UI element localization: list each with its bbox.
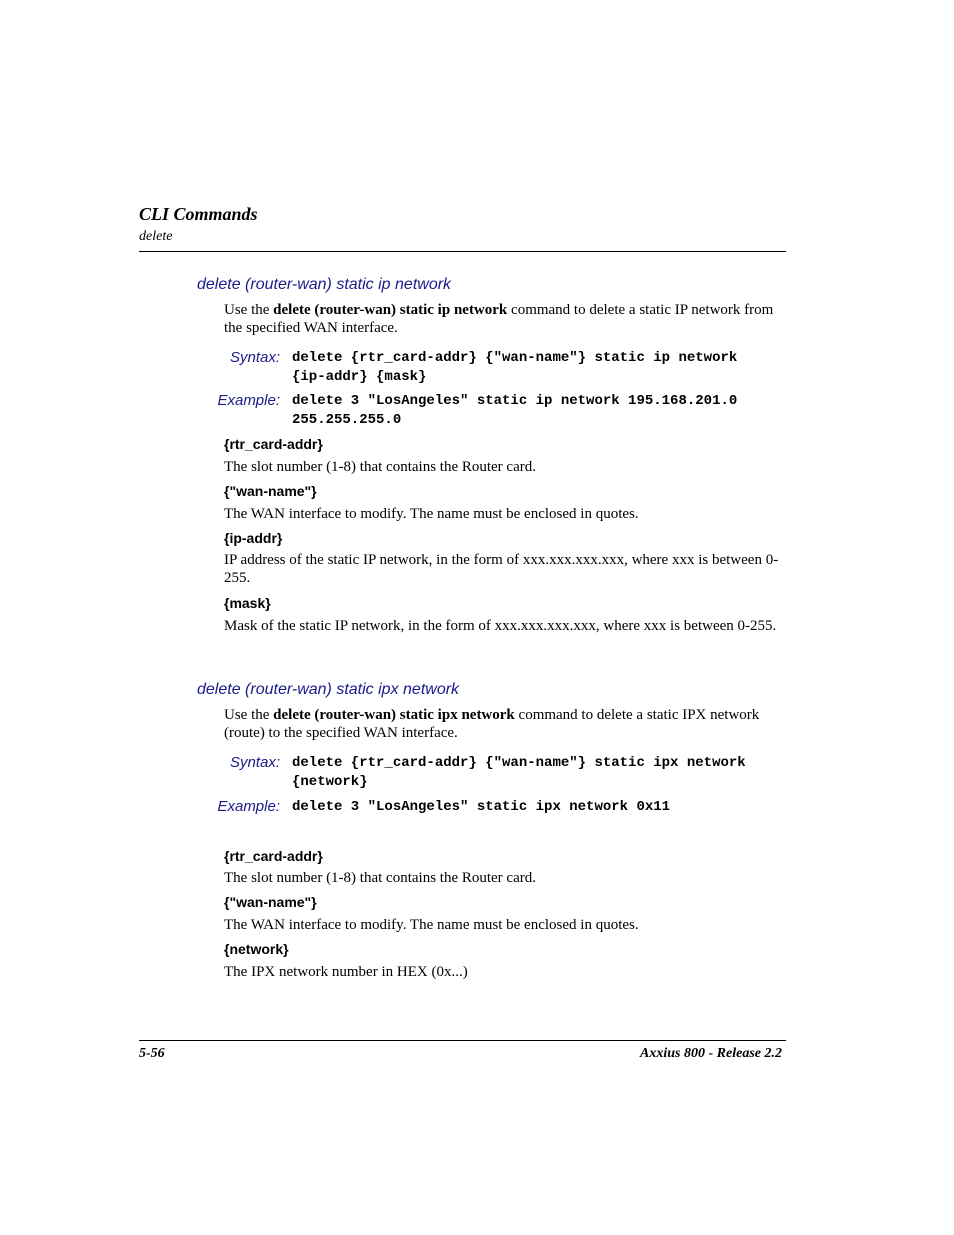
section-title-ip: delete (router-wan) static ip network bbox=[197, 276, 452, 293]
syntax-line: delete {rtr_card-addr} {"wan-name"} static ipx network bbox=[292, 755, 746, 771]
param-desc: The slot number (1-8) that contains the Router card. bbox=[224, 870, 536, 886]
example-line: delete 3 "LosAngeles" static ip network 195.168.201.0 bbox=[292, 393, 738, 409]
syntax-line: delete {rtr_card-addr} {"wan-name"} static ip network bbox=[292, 350, 738, 366]
section-title-ipx: delete (router-wan) static ipx network bbox=[197, 681, 460, 698]
param-desc: The slot number (1-8) that contains the Router card. bbox=[224, 459, 536, 475]
chapter-title: CLI Commands bbox=[139, 204, 258, 224]
section-intro-ipx: Use the delete (router-wan) static ipx network command to delete a static IPX network (route) to the specified WAN interface. bbox=[224, 707, 760, 741]
example-label: Example: bbox=[217, 392, 280, 409]
param-desc: The IPX network number in HEX (0x...) bbox=[224, 964, 468, 980]
syntax-label: Syntax: bbox=[229, 349, 280, 366]
footer-rule bbox=[139, 1040, 786, 1041]
section-intro-ip: Use the delete (router-wan) static ip network command to delete a static IP network from the specified WAN interface. bbox=[224, 302, 774, 336]
example-line: 255.255.255.0 bbox=[292, 412, 402, 428]
param-desc: The WAN interface to modify. The name must be enclosed in quotes. bbox=[224, 506, 639, 522]
param-desc: Mask of the static IP network, in the form of xxx.xxx.xxx.xxx, where xxx is between 0-255. bbox=[224, 618, 777, 634]
param-term: {mask} bbox=[224, 595, 271, 611]
param-term: {ip-addr} bbox=[224, 530, 283, 546]
param-term: {"wan-name"} bbox=[224, 483, 317, 499]
param-term: {network} bbox=[224, 941, 289, 957]
chapter-subtitle: delete bbox=[139, 229, 173, 244]
syntax-line: {ip-addr} {mask} bbox=[292, 369, 427, 385]
param-term: {rtr_card-addr} bbox=[224, 436, 323, 452]
header-rule bbox=[139, 251, 786, 252]
syntax-label: Syntax: bbox=[229, 754, 280, 771]
param-term: {rtr_card-addr} bbox=[224, 848, 323, 864]
param-desc: IP address of the static IP network, in the form of xxx.xxx.xxx.xxx, where xxx is between 0-255. bbox=[224, 552, 779, 586]
example-label: Example: bbox=[217, 798, 280, 815]
syntax-line: {network} bbox=[292, 774, 368, 790]
example-line: delete 3 "LosAngeles" static ipx network 0x11 bbox=[292, 799, 671, 815]
param-term: {"wan-name"} bbox=[224, 894, 317, 910]
product-release: Axxius 800 - Release 2.2 bbox=[640, 1046, 782, 1061]
param-desc: The WAN interface to modify. The name must be enclosed in quotes. bbox=[224, 917, 639, 933]
page-number: 5-56 bbox=[139, 1046, 165, 1061]
